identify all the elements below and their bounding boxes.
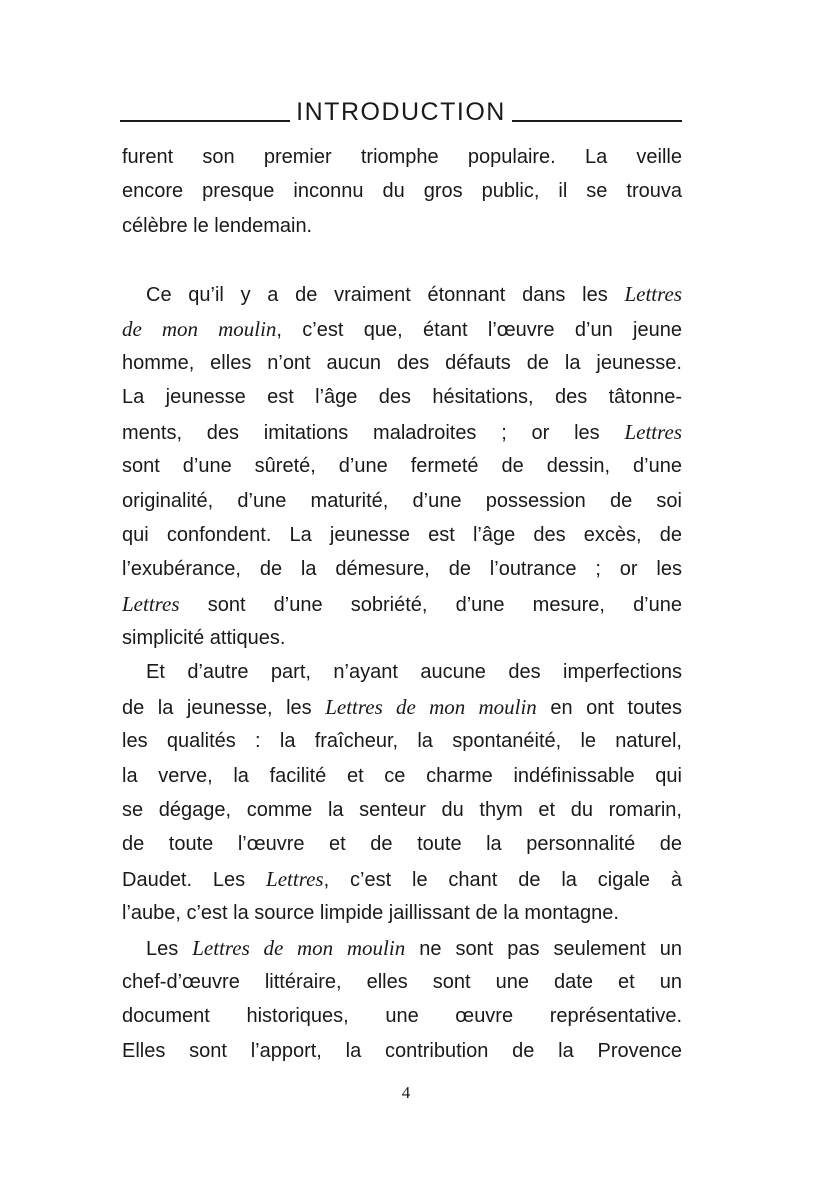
- text-line: [122, 209, 682, 243]
- header-rule-left: [120, 120, 290, 122]
- text-line: [122, 415, 682, 449]
- text-run: Ce qu’il y a de vraiment étonnant dans les: [146, 284, 625, 307]
- running-header: [120, 92, 682, 132]
- body-text: [122, 140, 682, 1068]
- text-run: sont d’une sûreté, d’une fermeté de dessin, d’une: [122, 455, 682, 478]
- italic-title: Lettres: [624, 419, 682, 444]
- text-line: [122, 449, 682, 483]
- italic-title: de mon moulin: [122, 316, 277, 341]
- text-line: [122, 999, 682, 1033]
- text-line: [122, 827, 682, 861]
- italic-title: Lettres: [624, 282, 682, 307]
- text-line: [122, 896, 682, 930]
- text-line: [122, 380, 682, 414]
- header-rule-right: [512, 120, 682, 122]
- text-line: [122, 587, 682, 621]
- text-run: , c’est que, étant l’œuvre d’un jeune: [276, 318, 682, 341]
- text-run: homme, elles n’ont aucun des défauts de la jeunesse.: [122, 351, 682, 374]
- paragraph: [122, 931, 682, 1069]
- text-run: la verve, la facilité et ce charme indéfinissable qui: [122, 764, 682, 787]
- text-line: [122, 655, 682, 689]
- paragraph: [122, 140, 682, 277]
- text-line: [122, 346, 682, 380]
- text-line: [122, 793, 682, 827]
- text-run: , c’est le chant de la cigale à: [323, 868, 682, 891]
- text-run: les qualités : la fraîcheur, la spontanéité, le naturel,: [122, 730, 682, 753]
- text-run: l’exubérance, de la démesure, de l’outrance ; or les: [122, 558, 682, 581]
- paragraph: [122, 655, 682, 930]
- italic-title: Lettres: [122, 591, 180, 616]
- italic-title: Lettres de mon moulin: [325, 694, 537, 719]
- text-run: qui confondent. La jeunesse est l’âge des excès, de: [122, 523, 682, 546]
- text-run: l’aube, c’est la source limpide jaillissant de la montagne.: [122, 902, 619, 925]
- text-run: en ont toutes: [536, 696, 682, 719]
- italic-title: Lettres: [266, 866, 324, 891]
- text-line: [122, 759, 682, 793]
- text-line: [122, 484, 682, 518]
- text-line: [122, 724, 682, 758]
- text-run: furent son premier triomphe populaire. La veille: [122, 146, 682, 168]
- paragraph-gap: [122, 243, 682, 277]
- text-run: encore presque inconnu du gros public, il se trouva: [122, 180, 682, 203]
- text-run: Elles sont l’apport, la contribution de la Provence: [122, 1039, 682, 1062]
- text-run: de toute l’œuvre et de toute la personnalité de: [122, 833, 682, 856]
- text-run: document historiques, une œuvre représentative.: [122, 1005, 682, 1028]
- text-run: ne sont pas seulement un: [405, 937, 682, 960]
- text-run: Daudet. Les: [122, 868, 267, 891]
- italic-title: Lettres de mon moulin: [192, 935, 406, 960]
- text-line: [122, 965, 682, 999]
- text-run: de la jeunesse, les: [122, 696, 326, 719]
- text-line: [122, 312, 682, 346]
- text-line: [122, 621, 682, 655]
- text-line: [122, 1034, 682, 1068]
- text-line: [122, 277, 682, 311]
- text-line: [122, 174, 682, 208]
- text-run: chef-d’œuvre littéraire, elles sont une date et un: [122, 970, 682, 993]
- text-line: [122, 862, 682, 896]
- text-line: [122, 140, 682, 174]
- text-line: [122, 552, 682, 586]
- text-run: Et d’autre part, n’ayant aucune des imperfections: [146, 661, 682, 684]
- text-line: [122, 690, 682, 724]
- text-run: originalité, d’une maturité, d’une possession de soi: [122, 489, 682, 512]
- chapter-title: INTRODUCTION: [296, 98, 506, 126]
- text-run: sont d’une sobriété, d’une mesure, d’une: [179, 593, 682, 616]
- text-run: célèbre le lendemain.: [122, 214, 313, 237]
- text-run: La jeunesse est l’âge des hésitations, des tâtonne-: [122, 386, 682, 409]
- text-line: [122, 518, 682, 552]
- page-number: 4: [401, 1083, 411, 1102]
- paragraph: [122, 277, 682, 655]
- text-run: Les: [146, 937, 193, 960]
- text-run: simplicité attiques.: [122, 627, 286, 650]
- text-run: se dégage, comme la senteur du thym et du romarin,: [122, 799, 682, 822]
- text-line: [122, 931, 682, 965]
- text-run: ments, des imitations maladroites ; or les: [122, 421, 625, 444]
